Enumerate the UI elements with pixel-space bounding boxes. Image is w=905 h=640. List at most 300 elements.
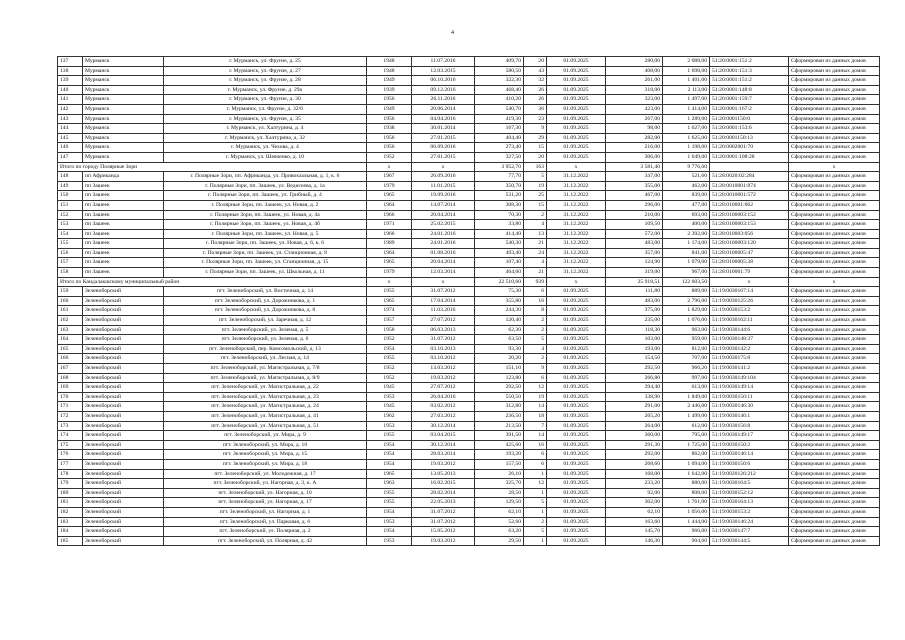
cell-value-b: 1 414,00: [663, 104, 710, 114]
cell-build-year: 1954: [367, 450, 412, 460]
cell-value-a: 145,70: [606, 527, 663, 537]
cell-build-year: 1958: [367, 325, 412, 335]
subtotal-build-year: x: [367, 277, 412, 287]
cell-survey-date: 09.12.2016: [412, 85, 475, 95]
cell-settlement: Мурманск: [83, 114, 164, 124]
cell-row-number: 142: [58, 104, 83, 114]
cell-row-number: 146: [58, 143, 83, 153]
cell-deadline: 01.09.2025: [547, 498, 606, 508]
cell-build-year: 1952: [367, 364, 412, 374]
cell-address: г. Полярные Зори, пп. Зашеек, ул. Грибный, д. 4: [164, 191, 367, 201]
cell-area: 28,50: [475, 488, 524, 498]
cell-residents: 6: [524, 373, 547, 383]
cell-cadastral-number: 51:19:0030152:12: [710, 488, 789, 498]
cell-settlement: Мурманск: [83, 66, 164, 76]
cell-value-b: 1 444,00: [663, 517, 710, 527]
cell-cadastral-number: 51:19:0030125:26: [710, 296, 789, 306]
cell-status: Сформирован из данных домов: [789, 85, 880, 95]
cell-status: Сформирован из данных домов: [789, 191, 880, 201]
cell-settlement: Мурманск: [83, 124, 164, 134]
cell-address: г. Полярные Зори, пп. Зашеек, ул. Станционная, д. 15: [164, 258, 367, 268]
cell-residents: 5: [524, 335, 547, 345]
table-body: [58, 57, 880, 546]
cell-address: пгт. Зеленоборский, ул. Магистральная, д. 24: [164, 402, 367, 412]
cell-value-a: 572,00: [606, 229, 663, 239]
cell-status: Сформирован из данных домов: [789, 66, 880, 76]
cell-settlement: Зеленоборский: [83, 498, 164, 508]
cell-build-year: 1952: [367, 335, 412, 345]
cell-value-b: 2 392,00: [663, 229, 710, 239]
cell-address: г. Мурманск, ул. Шевченко, д. 10: [164, 152, 367, 162]
cell-build-year: 1953: [367, 392, 412, 402]
cell-row-number: 169: [58, 383, 83, 393]
cell-value-a: 265,20: [606, 411, 663, 421]
cell-value-b: 1 627,00: [663, 124, 710, 134]
cell-area: 404,40: [475, 133, 524, 143]
cell-deadline: 01.09.2025: [547, 527, 606, 537]
cell-row-number: 147: [58, 152, 83, 162]
cell-residents: 4: [524, 344, 547, 354]
cell-value-a: 302,00: [606, 498, 663, 508]
cell-residents: 21: [524, 268, 547, 278]
cell-survey-date: 11.01.2015: [412, 181, 475, 191]
cell-status: Сформирован из данных домов: [789, 402, 880, 412]
cell-deadline: 01.09.2025: [547, 421, 606, 431]
cell-deadline: 01.09.2025: [547, 143, 606, 153]
cell-status: Сформирован из данных домов: [789, 124, 880, 134]
cell-residents: 23: [524, 114, 547, 124]
cell-residents: 29: [524, 133, 547, 143]
cell-survey-date: 28.03.2014: [412, 450, 475, 460]
cell-cadastral-number: 51:20:0001:159:7: [710, 95, 789, 105]
subtotal-status: x: [789, 162, 880, 172]
cell-value-a: 296,00: [606, 200, 663, 210]
cell-address: г. Мурманск, ул. Фрунзе, д. 27: [164, 66, 367, 76]
cell-settlement: Зеленоборский: [83, 507, 164, 517]
cell-deadline: 01.09.2025: [547, 488, 606, 498]
cell-build-year: 1938: [367, 124, 412, 134]
cell-residents: 24: [524, 248, 547, 258]
cell-status: Сформирован из данных домов: [789, 392, 880, 402]
cell-row-number: 159: [58, 287, 83, 297]
cell-value-b: 1 079,00: [663, 258, 710, 268]
cell-deadline: 01.09.2025: [547, 152, 606, 162]
cell-cadastral-number: 51:19:0030153:2: [710, 507, 789, 517]
cell-cadastral-number: 51:19:0030150:11: [710, 392, 789, 402]
cell-status: Сформирован из данных домов: [789, 114, 880, 124]
cell-value-a: 62,10: [606, 507, 663, 517]
cell-settlement: пп Зашеек: [83, 268, 164, 278]
cell-deadline: 01.09.2025: [547, 287, 606, 297]
cell-row-number: 143: [58, 114, 83, 124]
cell-settlement: пп Зашеек: [83, 200, 164, 210]
cell-value-b: 477,00: [663, 200, 710, 210]
cell-value-a: 98,00: [606, 124, 663, 134]
cell-area: 213,50: [475, 421, 524, 431]
cell-value-a: 118,30: [606, 325, 663, 335]
cell-value-a: 347,00: [606, 172, 663, 182]
cell-deadline: 01.09.2025: [547, 383, 606, 393]
cell-deadline: 01.09.2025: [547, 354, 606, 364]
cell-deadline: 31.12.2022: [547, 268, 606, 278]
cell-address: г. Мурманск, ул. Фрунзе, д. 25: [164, 57, 367, 67]
cell-area: 63,50: [475, 335, 524, 345]
cell-address: пгт. Зеленоборский, ул. Нагорная, д. 1: [164, 507, 367, 517]
cell-value-a: 216,00: [606, 143, 663, 153]
cell-value-a: 163,60: [606, 517, 663, 527]
cell-deadline: 01.09.2025: [547, 469, 606, 479]
subtotal-residents: 163: [524, 162, 547, 172]
cell-value-b: 1 198,00: [663, 143, 710, 153]
cell-deadline: 01.09.2025: [547, 85, 606, 95]
table-row: [58, 431, 880, 441]
table-row: [58, 364, 880, 374]
subtotal-area: 3 952,70: [475, 162, 524, 172]
cell-residents: 1: [524, 536, 547, 546]
cell-area: 540,70: [475, 104, 524, 114]
cell-build-year: 1953: [367, 536, 412, 546]
cell-residents: 7: [524, 421, 547, 431]
cell-value-a: 394,40: [606, 383, 663, 393]
cell-row-number: 178: [58, 469, 83, 479]
cell-survey-date: 11.07.2016: [412, 57, 475, 67]
cell-settlement: Зеленоборский: [83, 479, 164, 489]
cell-survey-date: 14.07.2014: [412, 200, 475, 210]
cell-settlement: Мурманск: [83, 95, 164, 105]
cell-address: пгт. Зеленоборский, ул. Нагорная, д. 10: [164, 488, 367, 498]
cell-deadline: 01.09.2025: [547, 344, 606, 354]
cell-deadline: 01.09.2025: [547, 411, 606, 421]
subtotal-survey-date: x: [412, 277, 475, 287]
cell-row-number: 160: [58, 296, 83, 306]
cell-cadastral-number: 51:20:0001:151:3: [710, 66, 789, 76]
cell-row-number: 163: [58, 325, 83, 335]
cell-address: г. Мурманск, ул. Фрунзе, д. 30: [164, 95, 367, 105]
table-row: [58, 536, 880, 546]
cell-survey-date: 30.12.2014: [412, 421, 475, 431]
cell-cadastral-number: 51:19:0030164:13: [710, 498, 789, 508]
cell-status: Сформирован из данных домов: [789, 450, 880, 460]
cell-survey-date: 31.07.2012: [412, 517, 475, 527]
cell-address: пгт. Зеленоборский, пер. Комсомольский, д. 13: [164, 344, 367, 354]
cell-row-number: 155: [58, 239, 83, 249]
cell-build-year: 1963: [367, 479, 412, 489]
cell-settlement: Зеленоборский: [83, 440, 164, 450]
cell-cadastral-number: 51:19:0030144:6: [710, 325, 789, 335]
cell-deadline: 31.12.2022: [547, 191, 606, 201]
cell-area: 493,40: [475, 248, 524, 258]
cell-build-year: 1956: [367, 143, 412, 153]
cell-value-b: 1 698,00: [663, 66, 710, 76]
cell-survey-date: 01.08.2016: [412, 248, 475, 258]
cell-cadastral-number: 51:20:0001:148:8: [710, 85, 789, 95]
cell-status: Сформирован из данных домов: [789, 354, 880, 364]
cell-deadline: 01.09.2025: [547, 507, 606, 517]
cell-value-a: 360,00: [606, 431, 663, 441]
cell-status: Сформирован из данных домов: [789, 210, 880, 220]
cell-build-year: 1954: [367, 507, 412, 517]
cell-residents: 15: [524, 200, 547, 210]
table-row: [58, 143, 880, 153]
cell-status: Сформирован из данных домов: [789, 239, 880, 249]
cell-build-year: 1965: [367, 258, 412, 268]
cell-survey-date: 16.02.2015: [412, 479, 475, 489]
cell-row-number: 170: [58, 392, 83, 402]
cell-cadastral-number: 51:19:0030150:6: [710, 459, 789, 469]
cell-area: 550,50: [475, 392, 524, 402]
cell-value-a: 408,00: [606, 66, 663, 76]
cell-settlement: Зеленоборский: [83, 450, 164, 460]
table-row: [58, 479, 880, 489]
cell-survey-date: 03.10.2012: [412, 354, 475, 364]
cell-deadline: 01.09.2025: [547, 57, 606, 67]
cell-status: Сформирован из данных домов: [789, 220, 880, 230]
cell-build-year: 1964: [367, 200, 412, 210]
table-row: [58, 392, 880, 402]
cell-residents: 2: [524, 316, 547, 326]
cell-cadastral-number: 51:19:0020126:212: [710, 469, 789, 479]
cell-address: пгт. Зеленоборский, ул. Магистральная, д. 41: [164, 411, 367, 421]
cell-status: Сформирован из данных домов: [789, 479, 880, 489]
cell-deadline: 01.09.2025: [547, 392, 606, 402]
cell-value-a: 235,00: [606, 316, 663, 326]
cell-deadline: 01.09.2025: [547, 133, 606, 143]
cell-row-number: 171: [58, 402, 83, 412]
cell-row-number: 148: [58, 172, 83, 182]
cell-value-a: 291,00: [606, 402, 663, 412]
cell-value-b: 808,00: [663, 488, 710, 498]
cell-value-b: 1 829,00: [663, 306, 710, 316]
table-row: [58, 114, 880, 124]
table-row: [58, 66, 880, 76]
cell-value-b: 1 761,00: [663, 498, 710, 508]
cell-cadastral-number: 51:19:0030146:24: [710, 517, 789, 527]
table-row: [58, 498, 880, 508]
cell-value-b: 839,00: [663, 191, 710, 201]
table-row: [58, 239, 880, 249]
cell-row-number: 174: [58, 431, 83, 441]
table-row: [58, 421, 880, 431]
cell-area: 410,20: [475, 95, 524, 105]
table-row: [58, 373, 880, 383]
table-row: [58, 411, 880, 421]
cell-settlement: Зеленоборский: [83, 383, 164, 393]
cell-address: пгт. Зеленоборский, ул. Полярная, д. 2: [164, 527, 367, 537]
cell-build-year: 1964: [367, 248, 412, 258]
cell-row-number: 177: [58, 459, 83, 469]
cell-build-year: 1952: [367, 152, 412, 162]
cell-value-a: 338,90: [606, 392, 663, 402]
cell-settlement: пп Африканда: [83, 172, 164, 182]
cell-status: Сформирован из данных домов: [789, 488, 880, 498]
cell-cadastral-number: 51:28:0100005:47: [710, 248, 789, 258]
table-row: [58, 459, 880, 469]
table-row: [58, 325, 880, 335]
cell-address: пгт. Зеленоборский, ул. Мира, д. 18: [164, 459, 367, 469]
cell-survey-date: 20.06.2014: [412, 104, 475, 114]
cell-survey-date: 27.07.2012: [412, 316, 475, 326]
cell-status: Сформирован из данных домов: [789, 411, 880, 421]
table-row: [58, 306, 880, 316]
cell-build-year: 1967: [367, 172, 412, 182]
cell-build-year: 1945: [367, 402, 412, 412]
cell-address: г. Мурманск, ул. Чехова, д. 4: [164, 143, 367, 153]
cell-status: Сформирован из данных домов: [789, 200, 880, 210]
cell-value-a: 306,00: [606, 152, 663, 162]
cell-value-b: 880,00: [663, 479, 710, 489]
cell-address: г. Полярные Зори, пп. Зашеек, ул. Новая, д. 4б: [164, 220, 367, 230]
table-row: [58, 172, 880, 182]
cell-cadastral-number: 51:20:0001:151:2: [710, 76, 789, 86]
cell-area: 123,80: [475, 373, 524, 383]
cell-survey-date: 25.02.2015: [412, 220, 475, 230]
cell-settlement: пп Зашеек: [83, 191, 164, 201]
cell-address: пгт. Зеленоборский, ул. Мира, д. 10: [164, 440, 367, 450]
cell-status: Сформирован из данных домов: [789, 296, 880, 306]
cell-build-year: 1952: [367, 373, 412, 383]
cell-residents: 26: [524, 95, 547, 105]
cell-settlement: пп Зашеек: [83, 258, 164, 268]
cell-value-b: 963,00: [663, 325, 710, 335]
table-row: [58, 316, 880, 326]
cell-row-number: 152: [58, 210, 83, 220]
cell-address: пгт. Зеленоборский, ул. Нагорная, д. 3, к. А: [164, 479, 367, 489]
cell-survey-date: 20.04.2014: [412, 210, 475, 220]
cell-deadline: 01.09.2025: [547, 373, 606, 383]
cell-survey-date: 27.01.2015: [412, 152, 475, 162]
cell-value-a: 291,30: [606, 440, 663, 450]
cell-deadline: 31.12.2022: [547, 172, 606, 182]
cell-cadastral-number: 51:19:0030162:11: [710, 316, 789, 326]
cell-cadastral-number: 51:28:0100003:120: [710, 239, 789, 249]
cell-address: пгт. Зеленоборский, ул. Лесная, д. 14: [164, 354, 367, 364]
cell-build-year: 1979: [367, 268, 412, 278]
cell-settlement: Зеленоборский: [83, 344, 164, 354]
cell-value-a: 423,00: [606, 104, 663, 114]
cell-residents: 36: [524, 104, 547, 114]
cell-residents: 25: [524, 191, 547, 201]
cell-residents: 1: [524, 507, 547, 517]
cell-cadastral-number: 51:19:0030167:14: [710, 287, 789, 297]
cell-deadline: 01.09.2025: [547, 66, 606, 76]
subtotal-area: 22 510,60: [475, 277, 524, 287]
cell-residents: 6: [524, 450, 547, 460]
cell-build-year: 1971: [367, 220, 412, 230]
cell-survey-date: 19.09.2016: [412, 191, 475, 201]
cell-status: Сформирован из данных домов: [789, 287, 880, 297]
cell-settlement: Зеленоборский: [83, 431, 164, 441]
cell-settlement: пп Зашеек: [83, 248, 164, 258]
subtotal-cadastral-number: [710, 162, 789, 172]
cell-value-b: 1 649,00: [663, 152, 710, 162]
cell-status: Сформирован из данных домов: [789, 507, 880, 517]
cell-status: Сформирован из данных домов: [789, 152, 880, 162]
cell-settlement: Зеленоборский: [83, 392, 164, 402]
cell-survey-date: 06.03.2013: [412, 325, 475, 335]
cell-address: пгт. Зеленоборский, ул. Магистральная, д. 51: [164, 421, 367, 431]
cell-address: г. Полярные Зори, пп. Зашеек, ул. Новая, д. 6, к. 6: [164, 239, 367, 249]
cell-residents: 14: [524, 431, 547, 441]
cell-area: 391,50: [475, 431, 524, 441]
cell-value-a: 210,00: [606, 210, 663, 220]
subtotal-survey-date: x: [412, 162, 475, 172]
cell-value-b: 1 401,00: [663, 76, 710, 86]
cell-residents: 5: [524, 527, 547, 537]
cell-settlement: Мурманск: [83, 143, 164, 153]
cell-address: пгт. Зеленоборский, ул. Полярная, д. 42: [164, 536, 367, 546]
cell-area: 425,60: [475, 440, 524, 450]
table-row: [58, 469, 880, 479]
cell-cadastral-number: 51:28:0020:02:284: [710, 172, 789, 182]
cell-value-b: 862,00: [663, 450, 710, 460]
cell-survey-date: 06.10.2016: [412, 76, 475, 86]
cell-value-a: 109,50: [606, 220, 663, 230]
cell-deadline: 01.09.2025: [547, 325, 606, 335]
cell-value-a: 261,00: [606, 76, 663, 86]
cell-survey-date: 31.07.2012: [412, 287, 475, 297]
subtotal-deadline: x: [547, 162, 606, 172]
cell-residents: 26: [524, 85, 547, 95]
cell-area: 77,70: [475, 172, 524, 182]
cell-residents: 12: [524, 383, 547, 393]
cell-cadastral-number: 51:19:0030150:2: [710, 440, 789, 450]
cell-settlement: Зеленоборский: [83, 469, 164, 479]
cell-settlement: Зеленоборский: [83, 306, 164, 316]
cell-area: 464,60: [475, 268, 524, 278]
cell-residents: 19: [524, 392, 547, 402]
cell-value-a: 266,80: [606, 373, 663, 383]
cell-build-year: 1948: [367, 66, 412, 76]
cell-value-a: 357,00: [606, 248, 663, 258]
cell-settlement: Зеленоборский: [83, 421, 164, 431]
cell-residents: 20: [524, 57, 547, 67]
cell-cadastral-number: 51:20:0002001:70: [710, 143, 789, 153]
cell-cadastral-number: 51:19:0030175:8: [710, 354, 789, 364]
cell-deadline: 01.09.2025: [547, 364, 606, 374]
cell-address: г. Мурманск, ул. Фрунзе, д. 35: [164, 114, 367, 124]
cell-value-b: 1 725,00: [663, 440, 710, 450]
table-row: [58, 229, 880, 239]
cell-settlement: Зеленоборский: [83, 527, 164, 537]
cell-settlement: пп Зашеек: [83, 220, 164, 230]
cell-value-b: 521,60: [663, 172, 710, 182]
cell-value-b: 1 642,00: [663, 469, 710, 479]
cell-residents: 20: [524, 152, 547, 162]
cell-deadline: 01.09.2025: [547, 114, 606, 124]
cell-build-year: 1953: [367, 421, 412, 431]
cell-deadline: 01.09.2025: [547, 431, 606, 441]
cell-address: г. Мурманск, ул. Фрунзе, д. 28: [164, 76, 367, 86]
cell-cadastral-number: 51:20:0001150:13: [710, 133, 789, 143]
cell-survey-date: 06.09.2016: [412, 143, 475, 153]
cell-value-a: 92,00: [606, 488, 663, 498]
cell-survey-date: 27.03.2012: [412, 411, 475, 421]
cell-value-a: 193,00: [606, 344, 663, 354]
cell-area: 157,50: [475, 459, 524, 469]
cell-deadline: 01.09.2025: [547, 517, 606, 527]
cell-row-number: 179: [58, 479, 83, 489]
table-row: [58, 354, 880, 364]
cell-build-year: 1954: [367, 440, 412, 450]
cell-address: г. Мурманск, ул. Фрунзе, д. 29а: [164, 85, 367, 95]
cell-value-b: 812,00: [663, 344, 710, 354]
cell-cadastral-number: 51:19:0030149:14: [710, 383, 789, 393]
cell-settlement: Зеленоборский: [83, 402, 164, 412]
subtotal-label: Итого по Кандалакшскому муниципальный район: [58, 277, 367, 287]
cell-area: 62,30: [475, 325, 524, 335]
cell-deadline: 31.12.2022: [547, 200, 606, 210]
table-row: [58, 507, 880, 517]
